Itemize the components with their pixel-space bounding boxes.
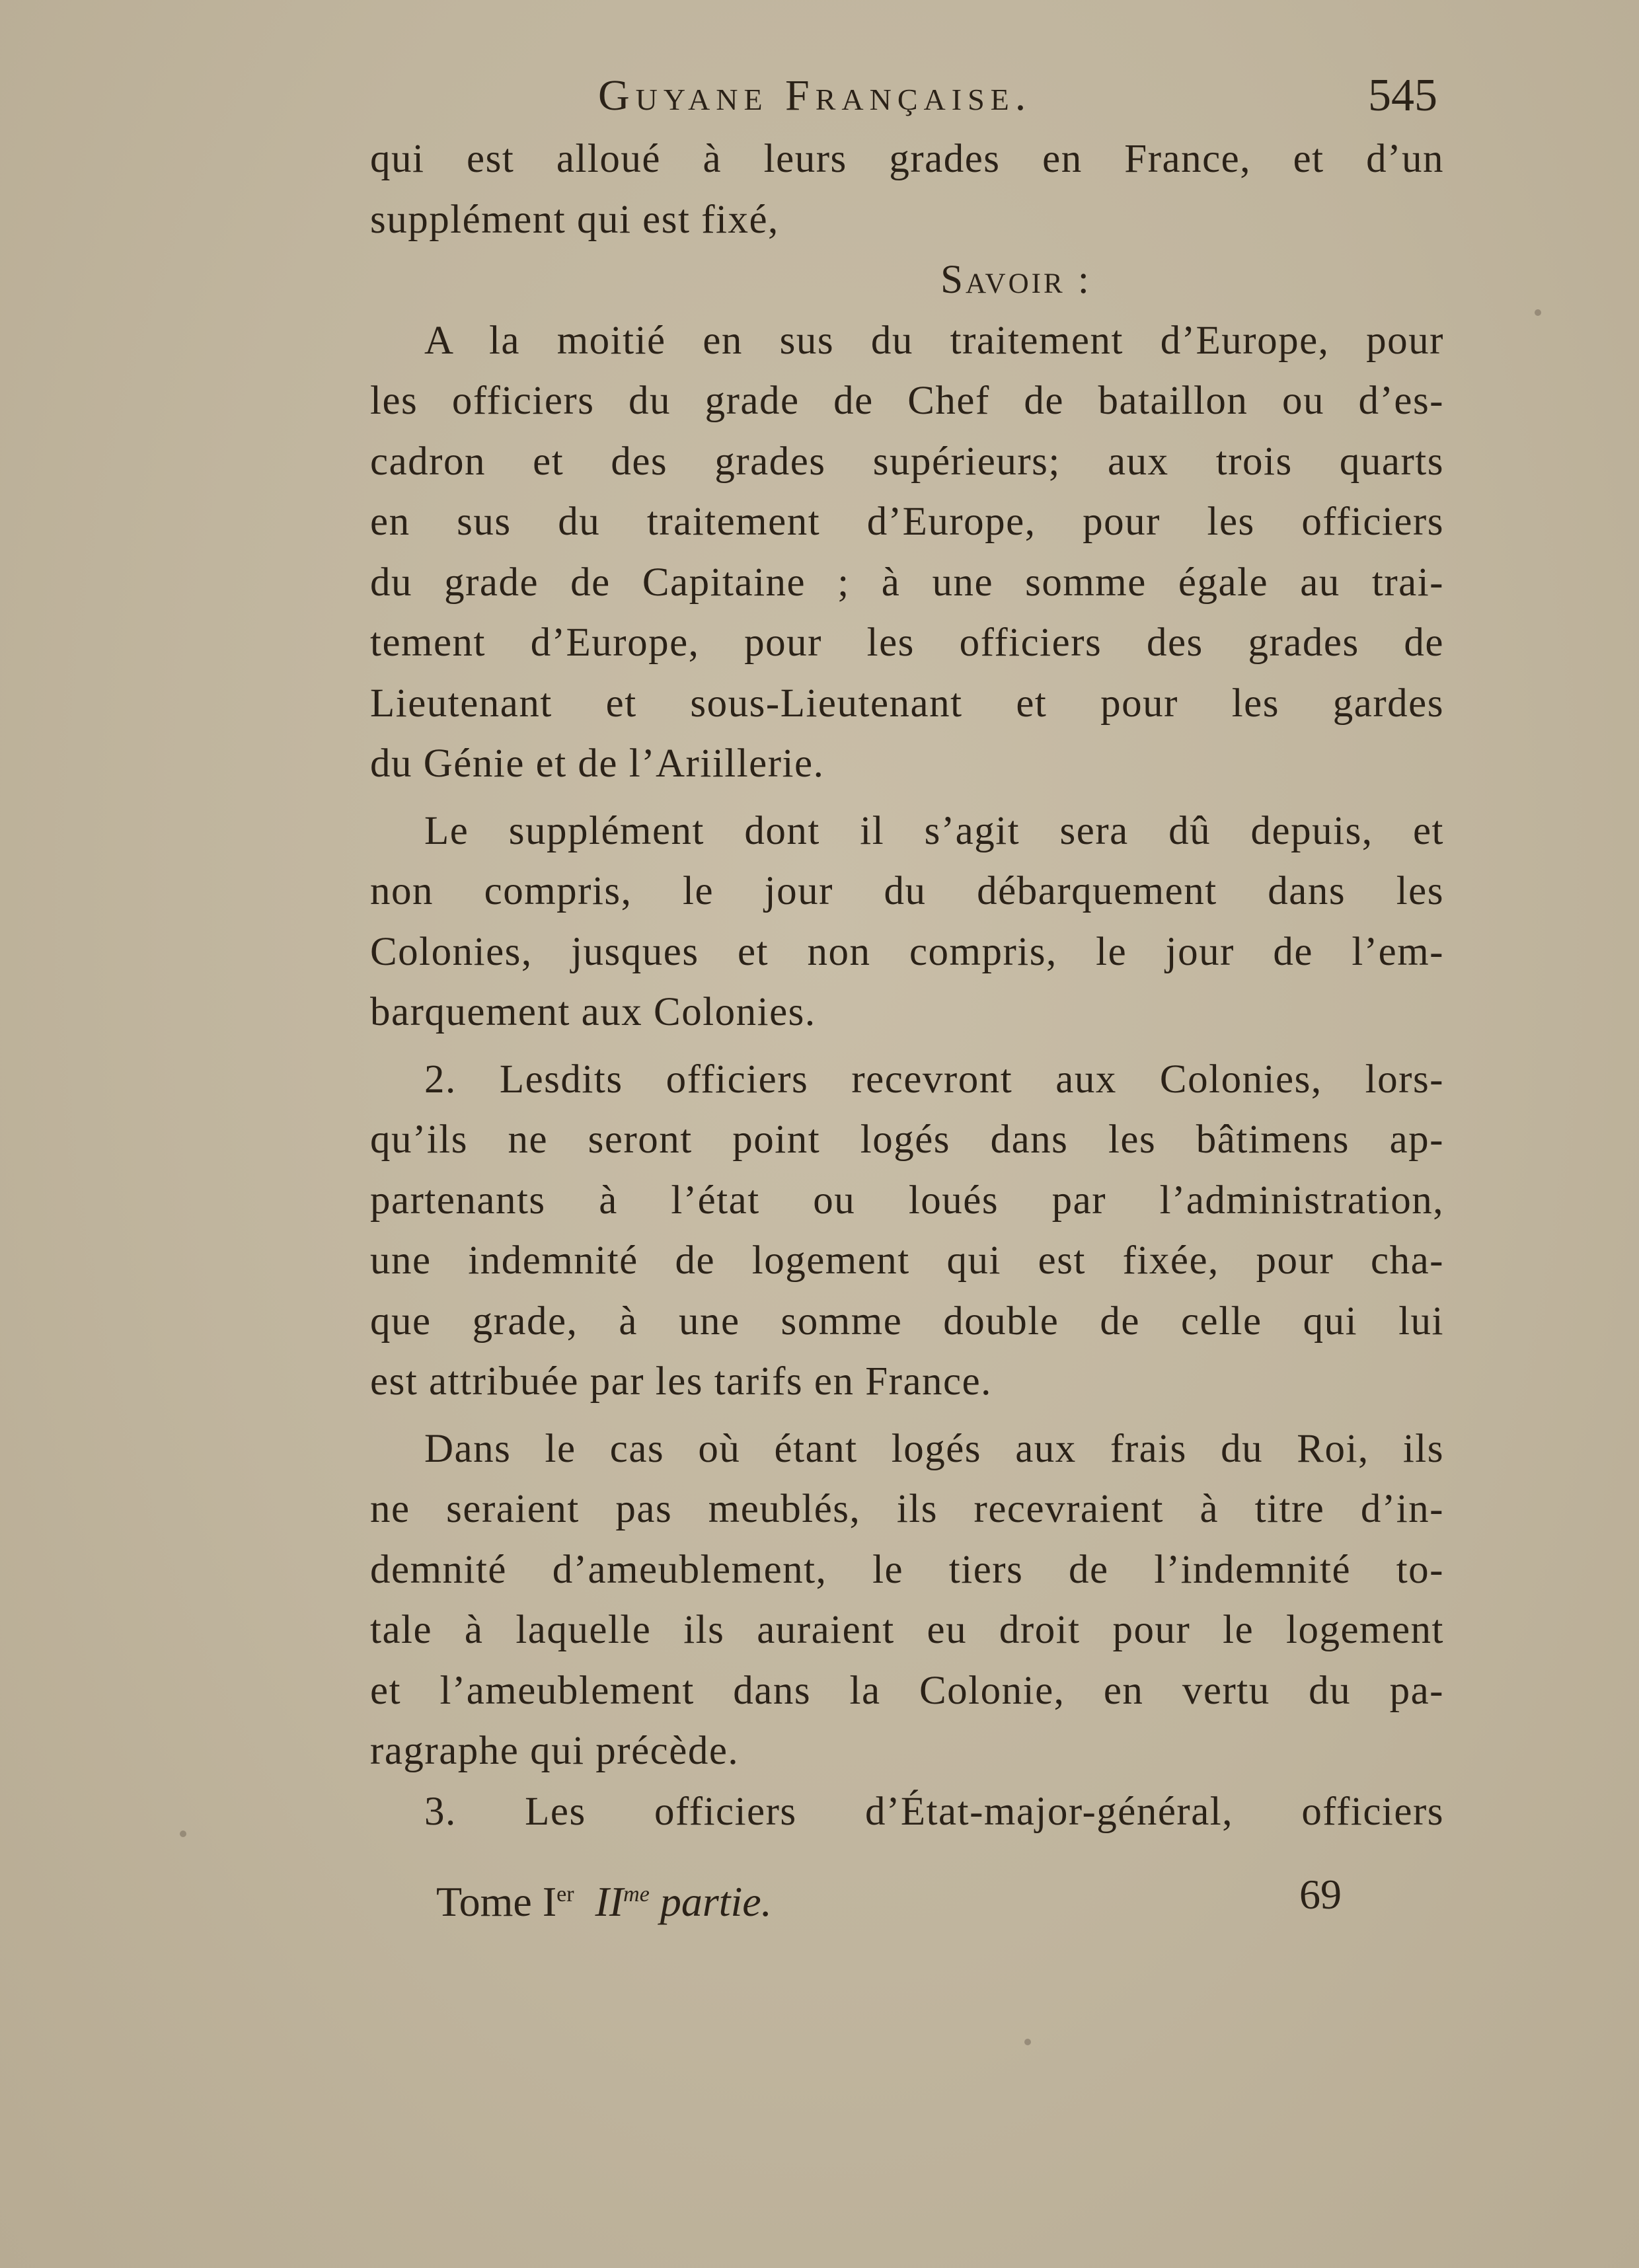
text-line: Lieutenant et sous-Lieutenant et pour les gardes [370, 681, 1444, 726]
text-line: du Génie et de l’Ariillerie. [370, 741, 825, 786]
text-line: barquement aux Colonies. [370, 990, 816, 1034]
part-number: II [595, 1878, 624, 1925]
text-line: demnité d’ameublement, le tiers de l’indemnité to- [370, 1547, 1444, 1592]
tome-label: Tome I [436, 1878, 557, 1925]
gathering-signature: 69 [1299, 1871, 1342, 1918]
paper-speck [1535, 309, 1541, 316]
tome-superscript: er [556, 1882, 574, 1907]
page-footer [436, 1865, 1342, 1924]
text-line: A la moitié en sus du traitement d’Europe, pour [424, 318, 1444, 363]
part-superscript: me [623, 1882, 650, 1907]
text-line: partenants à l’état ou loués par l’administration, [370, 1178, 1444, 1223]
running-title: Guyane Française. [598, 71, 1032, 120]
page-number: 545 [1368, 70, 1437, 121]
volume-signature [436, 1865, 772, 1932]
text-line: ragraphe qui précède. [370, 1729, 740, 1773]
text-line: en sus du traitement d’Europe, pour les officiers [370, 500, 1444, 544]
body-text [370, 129, 1444, 1842]
text-line: les officiers du grade de Chef de bataillon ou d’es- [370, 379, 1444, 423]
text-line: qui est alloué à leurs grades en France, et d’un [370, 137, 1444, 181]
text-line: supplément qui est fixé, [370, 197, 779, 242]
paper-speck [1024, 2039, 1031, 2045]
text-line: et l’ameublement dans la Colonie, en vertu du pa- [370, 1668, 1444, 1713]
text-line: Colonies, jusques et non compris, le jour de l’em- [370, 929, 1444, 974]
page-header [598, 66, 1437, 126]
text-line: cadron et des grades supérieurs; aux trois quarts [370, 439, 1444, 484]
section-heading: Savoir : [940, 258, 1092, 302]
text-line: est attribuée par les tarifs en France. [370, 1359, 992, 1404]
text-line: non compris, le jour du débarquement dans les [370, 869, 1444, 913]
paper-speck [180, 1831, 186, 1837]
text-line: Dans le cas où étant logés aux frais du Roi, ils [424, 1426, 1444, 1471]
text-line: tement d’Europe, pour les officiers des grades de [370, 621, 1444, 665]
text-line: tale à laquelle ils auraient eu droit pour le logement [370, 1608, 1444, 1652]
text-line: une indemnité de logement qui est fixée, pour cha- [370, 1238, 1444, 1283]
text-line: 3. Les officiers d’État-major-général, officiers [424, 1789, 1444, 1834]
text-line: Le supplément dont il s’agit sera dû depuis, et [424, 808, 1444, 853]
part-label: partie. [660, 1878, 772, 1925]
text-line: ne seraient pas meublés, ils recevraient à titre d’in- [370, 1487, 1444, 1531]
text-line: du grade de Capitaine ; à une somme égale au trai- [370, 560, 1444, 605]
text-line: 2. Lesdits officiers recevront aux Colonies, lors- [424, 1057, 1444, 1102]
text-line: que grade, à une somme double de celle qui lui [370, 1299, 1444, 1343]
text-line: qu’ils ne seront point logés dans les bâtimens ap- [370, 1117, 1444, 1162]
